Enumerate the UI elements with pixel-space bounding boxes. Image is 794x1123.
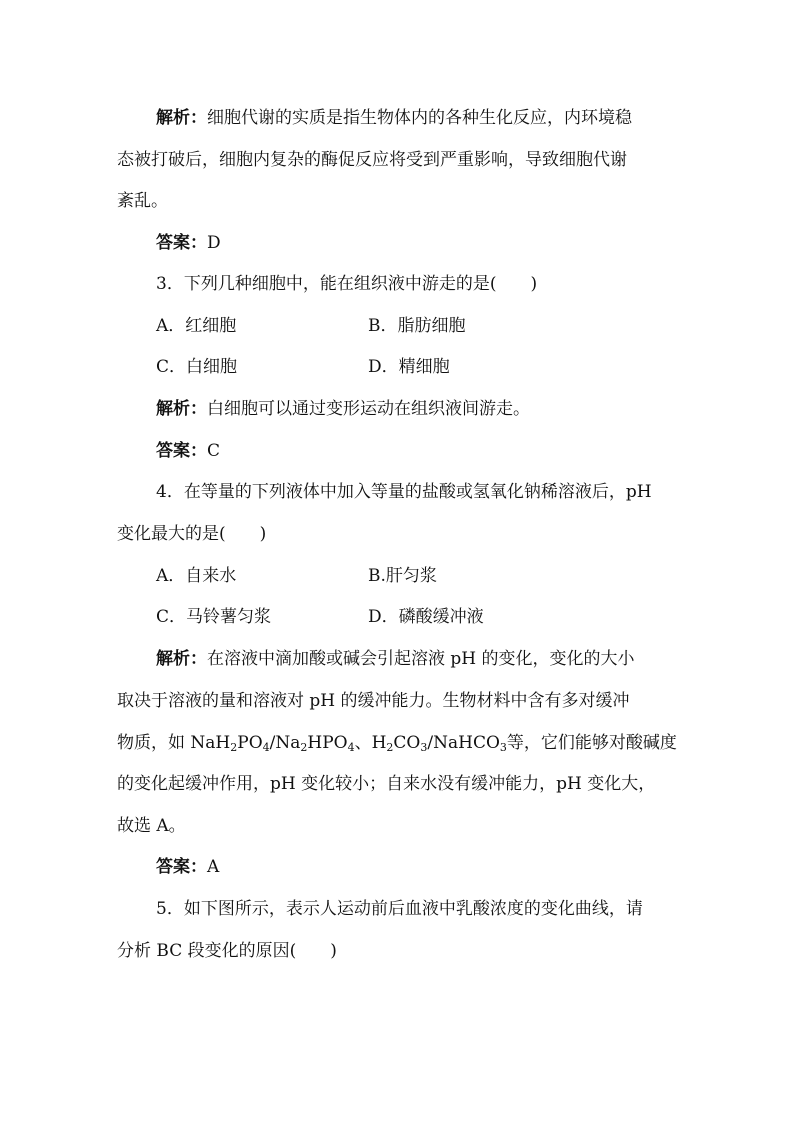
q4-analysis-line-2: 取决于溶液的量和溶液对 pH 的缓冲能力。生物材料中含有多对缓冲 [117,691,630,711]
q5-stem-line-1: 5．如下图所示，表示人运动前后血液中乳酸浓度的变化曲线，请 [156,899,643,919]
q2-analysis-label: 解析： [156,108,207,128]
q5-stem-line-2: 分析 BC 段变化的原因( ) [117,941,337,961]
q4-sub-2c: 2 [386,741,394,754]
q3-option-b: B．脂肪细胞 [368,316,466,336]
q4-formula-c: /Na [269,733,301,753]
q4-option-c: C．马铃薯匀浆 [156,607,272,627]
q3-option-d: D．精细胞 [368,357,450,377]
q4-option-d: D．磷酸缓冲液 [368,607,484,627]
q3-answer [156,440,220,462]
q4-formula-d: HPO [307,733,348,753]
q4-answer-value: A [207,857,220,877]
q3-answer-label: 答案： [156,441,207,461]
q4-analysis-label: 解析： [156,649,207,669]
q3-answer-value: C [207,441,221,461]
q4-sub-2a: 2 [230,741,238,754]
q4-answer [156,856,219,878]
q2-answer-value: D [207,233,221,253]
q2-answer [156,232,221,254]
q4-sub-2b: 2 [300,741,308,754]
q3-analysis-label: 解析： [156,399,207,419]
q3-option-a: A．红细胞 [156,316,237,336]
q4-options-row-1 [156,565,437,587]
q4-formula-h: 等，它们能够对酸碱度 [506,733,677,753]
q4-analysis-line-4: 的变化起缓冲作用，pH 变化较小；自来水没有缓冲能力，pH 变化大， [117,774,656,794]
q4-option-a: A．自来水 [156,566,237,586]
q4-formula-b: PO [237,733,263,753]
q4-stem-line-2: 变化最大的是( ) [117,524,267,544]
q4-stem-line-1: 4．在等量的下列液体中加入等量的盐酸或氢氧化钠稀溶液后，pH [156,482,652,502]
q4-sub-3a: 3 [420,741,428,754]
q3-stem: 3．下列几种细胞中，能在组织液中游走的是( ) [156,274,538,294]
q4-sub-4b: 4 [347,741,355,754]
q4-sub-3b: 3 [499,741,507,754]
q2-answer-label: 答案： [156,233,207,253]
q2-analysis-line-3: 紊乱。 [117,191,168,211]
q4-analysis-line-3 [117,732,677,754]
q4-formula-e: 、H [354,733,387,753]
q4-analysis-line-5: 故选 A。 [117,816,186,836]
q2-analysis-line-1 [156,107,632,129]
q3-analysis [156,398,530,420]
q3-options-row-1 [156,315,466,337]
q4-analysis-line-1 [156,648,635,670]
q3-analysis-text: 白细胞可以通过变形运动在组织液间游走。 [207,399,530,419]
q3-option-c: C．白细胞 [156,357,238,377]
q3-options-row-2 [156,356,450,378]
q4-option-b: B.肝匀浆 [368,566,437,586]
q4-answer-label: 答案： [156,857,207,877]
q4-sub-4a: 4 [262,741,270,754]
q2-analysis-line-2: 态被打破后，细胞内复杂的酶促反应将受到严重影响，导致细胞代谢 [117,150,627,170]
q4-formula-g: /NaHCO [427,733,500,753]
q4-analysis-text-1: 在溶液中滴加酸或碱会引起溶液 pH 的变化，变化的大小 [207,649,635,669]
q2-analysis-text-1: 细胞代谢的实质是指生物体内的各种生化反应，内环境稳 [207,108,632,128]
q4-options-row-2 [156,606,484,628]
q4-formula-a: 物质，如 NaH [117,733,231,753]
q4-formula-f: CO [393,733,421,753]
